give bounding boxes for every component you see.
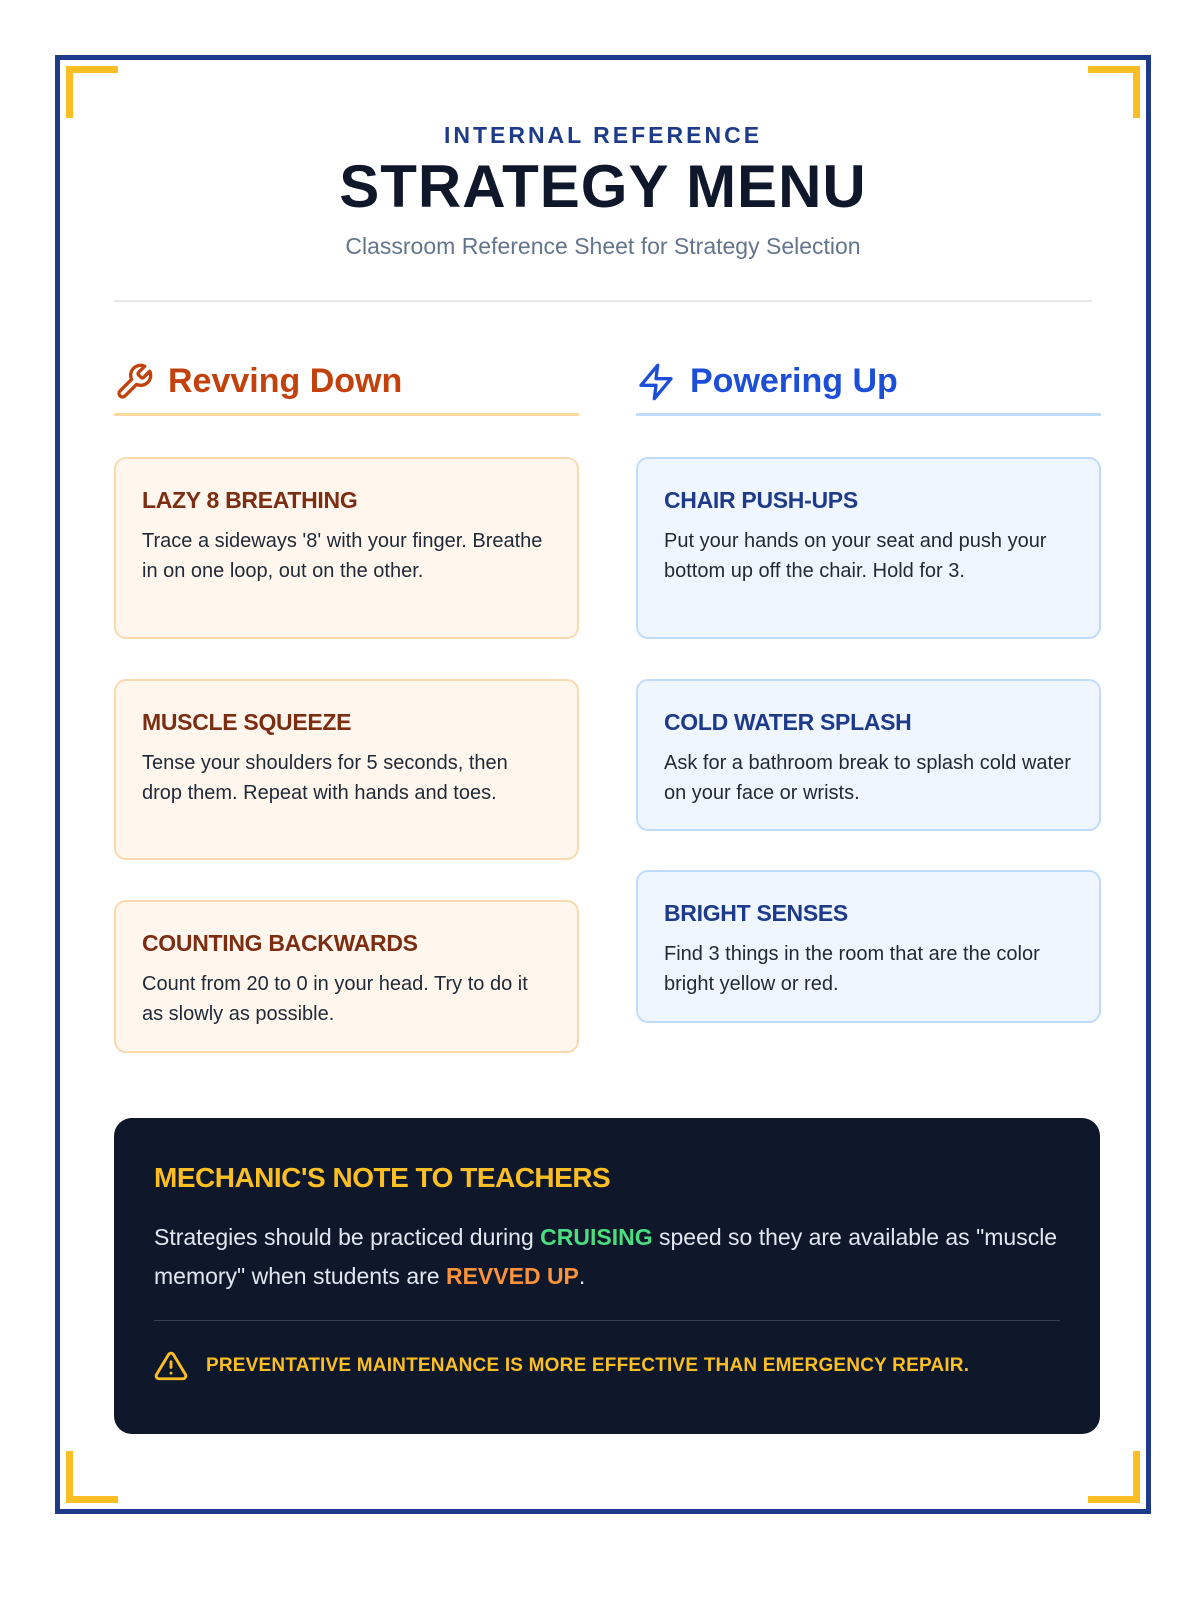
revving-down-column [114, 360, 579, 1025]
page-subtitle: Classroom Reference Sheet for Strategy Selection [345, 233, 861, 259]
strategy-card [636, 870, 1101, 1023]
corner-bracket-bottom-right [1088, 1451, 1140, 1503]
highlight-cruising: CRUISING [540, 1224, 653, 1250]
strategy-card [636, 457, 1101, 639]
strategy-description: Put your hands on your seat and push your bottom up off the chair. Hold for 3. [664, 530, 1047, 582]
maintenance-warning [154, 1349, 1060, 1383]
reference-sheet [55, 55, 1151, 1514]
wrench-icon [114, 362, 154, 402]
strategy-title: COUNTING BACKWARDS [142, 930, 418, 956]
column-heading [636, 360, 1101, 416]
strategy-description: Ask for a bathroom break to splash cold water on your face or wrists. [664, 752, 1071, 804]
strategy-title: BRIGHT SENSES [664, 900, 848, 926]
strategy-title: MUSCLE SQUEEZE [142, 709, 352, 735]
lightning-bolt-icon [636, 362, 676, 402]
strategy-description: Tense your shoulders for 5 seconds, then drop them. Repeat with hands and toes. [142, 752, 508, 804]
strategy-card [114, 900, 579, 1053]
strategy-description: Trace a sideways '8' with your finger. Breathe in on one loop, out on the other. [142, 530, 543, 582]
strategy-description: Count from 20 to 0 in your head. Try to do it as slowly as possible. [142, 973, 528, 1025]
note-title: MECHANIC'S NOTE TO TEACHERS [154, 1162, 611, 1193]
column-title: Powering Up [690, 362, 898, 400]
teacher-note-panel [114, 1118, 1100, 1434]
strategy-description: Find 3 things in the room that are the color bright yellow or red. [664, 943, 1040, 995]
corner-bracket-top-left [66, 66, 118, 118]
corner-bracket-bottom-left [66, 1451, 118, 1503]
note-text-part: speed so they are available as "muscle memory" when students are [154, 1224, 1058, 1289]
strategy-title: COLD WATER SPLASH [664, 709, 912, 735]
corner-bracket-top-right [1088, 66, 1140, 118]
column-heading [114, 360, 579, 416]
strategy-card [114, 679, 579, 860]
note-text-part: Strategies should be practiced during [154, 1224, 541, 1250]
note-text [154, 1218, 1060, 1296]
strategy-card [636, 679, 1101, 831]
strategy-title: CHAIR PUSH-UPS [664, 487, 858, 513]
page-title: STRATEGY MENU [339, 153, 867, 220]
strategy-title: LAZY 8 BREATHING [142, 487, 358, 513]
warning-triangle-icon [154, 1349, 188, 1383]
header-divider [114, 300, 1092, 302]
warning-text: PREVENTATIVE MAINTENANCE IS MORE EFFECTIVE THAN EMERGENCY REPAIR. [206, 1355, 970, 1376]
note-divider [154, 1320, 1060, 1321]
header [60, 122, 1146, 260]
eyebrow-label: INTERNAL REFERENCE [443, 122, 763, 148]
powering-up-column [636, 360, 1101, 995]
note-text-part: . [578, 1263, 586, 1289]
column-title: Revving Down [168, 362, 403, 400]
highlight-revved-up: REVVED UP [445, 1263, 579, 1289]
strategy-card [114, 457, 579, 639]
